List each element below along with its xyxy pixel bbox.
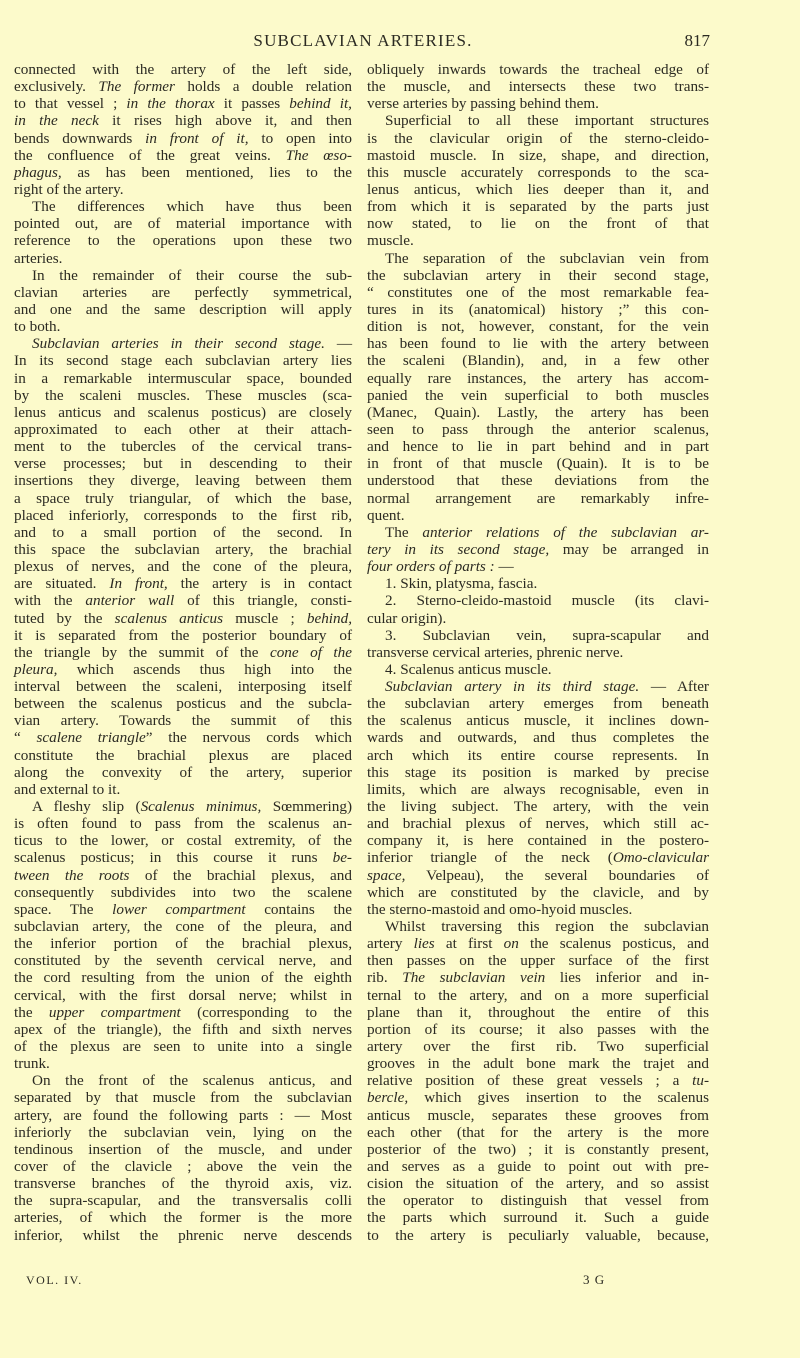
text-line: bends downwards in front of it, to open into: [14, 129, 353, 147]
text-line: the triangle by the summit of the cone of the: [14, 643, 352, 661]
text-line: arteries.: [14, 249, 63, 267]
text-line: this stage its position is marked by precise: [367, 763, 709, 781]
text-line: each other (that for the artery is the more: [367, 1123, 709, 1141]
italic-text: Subclavian artery in its third stage.: [385, 678, 640, 696]
text-line: ticus to the lower, or costal extremity, of the: [14, 832, 352, 850]
text-line: “ constitutes one of the most remarkable fea-: [367, 283, 709, 301]
text-line: space, Velpeau), the several boundaries of: [367, 866, 709, 884]
page-number: 817: [684, 31, 710, 50]
text-line: anticus muscle, separates these grooves from: [367, 1106, 709, 1124]
text-line: between the scalenus posticus and the subcla-: [14, 695, 352, 713]
italic-text: Subclavian arteries in their second stage.: [32, 335, 325, 353]
text-line: separated by that muscle from the subclavian: [14, 1089, 352, 1107]
text-line: constitute the brachial plexus are placed: [14, 746, 352, 764]
text-line: Subclavian artery in its third stage. — After: [385, 678, 709, 696]
italic-text: Omo-clavicular: [612, 849, 709, 867]
text-line: trunk.: [14, 1055, 50, 1073]
text-line: a space truly triangular, of which the base,: [14, 489, 352, 507]
text-line: the cord resulting from the union of the eighth: [14, 969, 352, 987]
text-line: pleura, which ascends thus high into the: [14, 660, 352, 678]
text-line: which are constituted by the clavicle, and by: [367, 883, 709, 901]
text-line: arteries, of which the former is the more: [14, 1209, 352, 1227]
italic-text: upper compartment: [48, 1003, 181, 1021]
text-line: the subclavian artery emerges from beneath: [367, 695, 709, 713]
text-line: In its second stage each subclavian artery lies: [14, 352, 352, 370]
right-column: [367, 61, 709, 1244]
text-line: space. The lower compartment contains the: [14, 900, 352, 918]
text-line: mastoid muscle. In size, shape, and direction,: [367, 146, 709, 164]
italic-text: anterior wall: [85, 592, 175, 610]
text-line: cision the situation of the artery, and so assist: [367, 1175, 709, 1193]
text-line: four orders of parts : —: [367, 558, 514, 576]
italic-text: The œso-: [285, 146, 352, 164]
signature-mark: 3 G: [583, 1272, 606, 1287]
text-line: limits, which are always recognisable, even in: [367, 780, 709, 798]
text-line: it is separated from the posterior boundary of: [14, 626, 352, 644]
text-line: phagus, as has been mentioned, lies to the: [14, 163, 352, 181]
left-column: [14, 61, 352, 1244]
text-line: cover of the clavicle ; above the vein the: [14, 1158, 352, 1175]
text-line: to the artery is peculiarly valuable, because,: [367, 1226, 709, 1244]
text-line: the sterno-mastoid and omo-hyoid muscles.: [367, 900, 633, 918]
text-line: placed inferiorly, corresponds to the first rib,: [14, 506, 352, 524]
text-line: to both.: [14, 318, 61, 336]
text-line: artery over the first rib. Two superficial: [367, 1038, 709, 1056]
italic-text: space,: [367, 866, 406, 884]
italic-text: lies: [413, 935, 435, 953]
italic-text: In front,: [109, 575, 168, 593]
text-line: tween the roots of the brachial plexus, and: [14, 866, 352, 884]
text-line: the supra-scapular, and the transversalis colli: [14, 1192, 352, 1210]
text-line: tery in its second stage, may be arranged in: [367, 540, 709, 558]
text-line: the living subject. The artery, with the vein: [367, 798, 709, 816]
text-line: and brachial plexus of nerves, which still ac-: [367, 815, 709, 833]
text-line: 2. Sterno-cleido-mastoid muscle (its clavi-: [385, 592, 709, 610]
italic-text: in the thorax: [126, 95, 215, 113]
text-line: are situated. In front, the artery is in contact: [14, 575, 352, 593]
text-line: In the remainder of their course the sub-: [32, 266, 352, 284]
text-line: from which it is separated by the parts just: [367, 198, 709, 216]
text-line: vian artery. Towards the summit of this: [14, 712, 352, 730]
italic-text: lower compartment: [112, 900, 246, 918]
text-line: artery lies at first on the scalenus posticus, and: [367, 935, 709, 953]
text-line: the muscle, and intersects these two trans-: [367, 78, 709, 96]
text-line: the upper compartment (corresponding to the: [14, 1003, 353, 1021]
text-line: subclavian artery, the cone of the pleura, and: [14, 918, 352, 936]
text-line: now stated, to lie on the front of that: [367, 215, 709, 233]
text-line: cervical, with the first dorsal nerve; whilst in: [14, 986, 352, 1004]
text-line: to that vessel ; in the thorax it passes behind it,: [14, 95, 352, 113]
text-line: by the scaleni muscles. These muscles (sca-: [14, 386, 352, 404]
text-line: tuted by the scalenus anticus muscle ; behind,: [14, 609, 352, 627]
text-line: interval between the scaleni, interposing itself: [14, 678, 352, 696]
text-line: lenus anticus, which lies deeper than it, and: [367, 180, 709, 198]
text-line: lenus anticus and scalenus posticus) are closely: [14, 403, 352, 421]
italic-text: tween the roots: [14, 866, 130, 884]
italic-text: pleura,: [14, 660, 58, 678]
text-line: exclusively. The former holds a double relation: [14, 78, 353, 96]
text-line: “ scalene triangle” the nervous cords which: [14, 729, 352, 747]
text-line: has been found to lie with the artery between: [367, 335, 709, 353]
text-line: cular origin).: [367, 609, 447, 627]
text-line: (Manec, Quain). Lastly, the artery has been: [367, 403, 709, 421]
italic-text: tu-: [692, 1072, 709, 1090]
italic-text: Scalenus minimus,: [140, 798, 262, 816]
text-line: connected with the artery of the left side,: [14, 61, 352, 78]
text-line: approximated to each other at their attach-: [14, 420, 352, 438]
text-line: transverse cervical arteries, phrenic nerve.: [367, 643, 624, 661]
italic-text: behind,: [306, 609, 352, 627]
text-line: and to a small portion of the second. In: [14, 523, 352, 541]
text-line: pointed out, are of material importance with: [14, 215, 352, 233]
text-line: is the clavicular origin of the sterno-cleido-: [367, 129, 709, 147]
text-line: equally rare instances, the artery has accom-: [367, 369, 709, 387]
italic-text: in the neck: [14, 112, 99, 130]
text-line: transverse branches of the thyroid axis, viz.: [14, 1175, 352, 1193]
text-line: and external to it.: [14, 780, 121, 798]
text-line: On the front of the scalenus anticus, and: [32, 1072, 352, 1090]
text-line: 4. Scalenus anticus muscle.: [385, 660, 552, 678]
text-line: Whilst traversing this region the subclavian: [385, 918, 709, 936]
text-line: reference to the operations upon these two: [14, 232, 352, 250]
italic-text: scalenus anticus: [114, 609, 224, 627]
text-line: the parts which surround it. Such a guide: [367, 1209, 709, 1227]
text-line: verse arteries by passing behind them.: [367, 95, 599, 113]
text-line: ment to the tubercles of the cervical trans-: [14, 438, 352, 456]
text-line: along the convexity of the artery, superior: [14, 763, 352, 781]
text-line: the confluence of the great veins. The œso-: [14, 146, 352, 164]
text-line: inferiorly the subclavian vein, lying on the: [14, 1123, 352, 1141]
text-line: clavian arteries are perfectly symmetrical,: [14, 283, 352, 301]
text-line: verse processes; but in descending to their: [14, 455, 352, 473]
italic-text: on: [503, 935, 519, 953]
text-line: and one and the same description will apply: [14, 300, 352, 318]
text-line: posterior of the two) ; it is constantly present,: [367, 1140, 709, 1158]
text-line: portion of its course; it also passes with the: [367, 1020, 709, 1038]
text-line: The separation of the subclavian vein from: [385, 249, 709, 267]
text-line: quent.: [367, 506, 405, 524]
text-line: then passes on the upper surface of the first: [367, 952, 709, 970]
text-line: in the neck it rises high above it, and then: [14, 112, 352, 130]
italic-text: tery in its second stage,: [367, 540, 550, 558]
text-line: the scalenus anticus muscle, it inclines down-: [367, 712, 709, 730]
italic-text: four orders of parts :: [367, 558, 495, 576]
text-line: The differences which have thus been: [32, 198, 352, 216]
text-line: inferior, whilst the phrenic nerve descends: [14, 1226, 352, 1244]
text-line: apex of the triangle), the fifth and sixth nerves: [14, 1020, 352, 1038]
italic-text: scalene triangle: [36, 729, 146, 747]
text-line: 1. Skin, platysma, fascia.: [385, 575, 538, 593]
text-line: 3. Subclavian vein, supra-scapular and: [385, 626, 709, 644]
text-line: the inferior portion of the brachial plexus,: [14, 935, 352, 953]
text-line: muscle.: [367, 232, 414, 250]
text-line: ternal to the artery, and on a more superficial: [367, 986, 709, 1004]
text-line: insertions they diverge, leaving between them: [14, 472, 352, 490]
text-line: grooves in the adult bone mark the trajet and: [367, 1055, 709, 1073]
italic-text: The subclavian vein: [402, 969, 546, 987]
volume-label: VOL. IV.: [26, 1273, 83, 1287]
text-line: plexus of nerves, and the cone of the pleura,: [14, 558, 352, 576]
text-line: scalenus posticus; in this course it runs be-: [14, 849, 352, 867]
text-line: with the anterior wall of this triangle, consti-: [14, 592, 352, 610]
italic-text: behind it,: [289, 95, 352, 113]
text-line: bercle, which gives insertion to the scalenus: [367, 1089, 709, 1107]
italic-text: bercle,: [367, 1089, 409, 1107]
italic-text: in front of it,: [145, 129, 249, 147]
text-line: A fleshy slip (Scalenus minimus, Sœmmering): [32, 798, 353, 816]
text-line: relative position of these great vessels ; a tu-: [367, 1072, 709, 1090]
text-line: is often found to pass from the scalenus an-: [14, 815, 352, 833]
text-line: wards and outwards, and thus completes the: [367, 729, 709, 747]
text-line: of the plexus are seen to unite into a single: [14, 1038, 352, 1056]
text-line: inferior triangle of the neck (Omo-clavicular: [367, 849, 709, 867]
italic-text: phagus,: [14, 163, 62, 181]
text-line: and hence to lie in part behind and in part: [367, 438, 709, 456]
text-line: panied the vein superficial to both muscles: [367, 386, 709, 404]
text-line: constituted by the seventh cervical nerve, and: [14, 952, 352, 970]
text-line: consequently subdivides into two the scalene: [14, 883, 352, 901]
text-line: The anterior relations of the subclavian ar-: [385, 523, 709, 541]
text-line: Subclavian arteries in their second stage. —: [32, 335, 353, 353]
running-title: SUBCLAVIAN ARTERIES.: [253, 31, 473, 50]
text-line: Superficial to all these important structures: [385, 112, 709, 130]
italic-text: anterior relations of the subclavian ar-: [422, 523, 709, 541]
text-line: right of the artery.: [14, 180, 124, 198]
text-line: arch which its entire course represents. In: [367, 746, 709, 764]
text-line: company it, is here contained in the postero-: [367, 832, 709, 850]
text-line: plane than it, throughout the entire of this: [367, 1003, 709, 1021]
text-line: in a remarkable intermuscular space, bounded: [14, 369, 352, 387]
text-line: normal arrangement are remarkably infre-: [367, 489, 709, 507]
italic-text: The former: [98, 78, 175, 96]
text-line: obliquely inwards towards the tracheal edge of: [367, 61, 709, 78]
text-line: dition is not, however, constant, for the vein: [367, 318, 709, 336]
text-line: seen to pass through the anterior scalenus,: [367, 420, 709, 438]
text-line: the subclavian artery in their second stage,: [367, 266, 709, 284]
text-line: in front of that muscle (Quain). It is to be: [367, 455, 709, 473]
italic-text: be-: [332, 849, 352, 867]
text-line: understood that these deviations from the: [367, 472, 709, 490]
text-line: this muscle accurately corresponds to the sca-: [367, 163, 709, 181]
text-line: tendinous insertion of the muscle, and under: [14, 1140, 352, 1158]
text-line: this space the subclavian artery, the brachial: [14, 540, 352, 558]
italic-text: cone of the: [269, 643, 352, 661]
text-line: the scaleni (Blandin), and, in a few other: [367, 352, 709, 370]
text-line: artery, are found the following parts : — Most: [14, 1106, 352, 1124]
text-line: tures in its (anatomical) history ;” this con-: [367, 300, 709, 318]
text-line: and serves as a guide to point out with pre-: [367, 1158, 709, 1175]
text-line: the operator to distinguish that vessel from: [367, 1192, 709, 1210]
text-line: rib. The subclavian vein lies inferior and in-: [367, 969, 709, 987]
